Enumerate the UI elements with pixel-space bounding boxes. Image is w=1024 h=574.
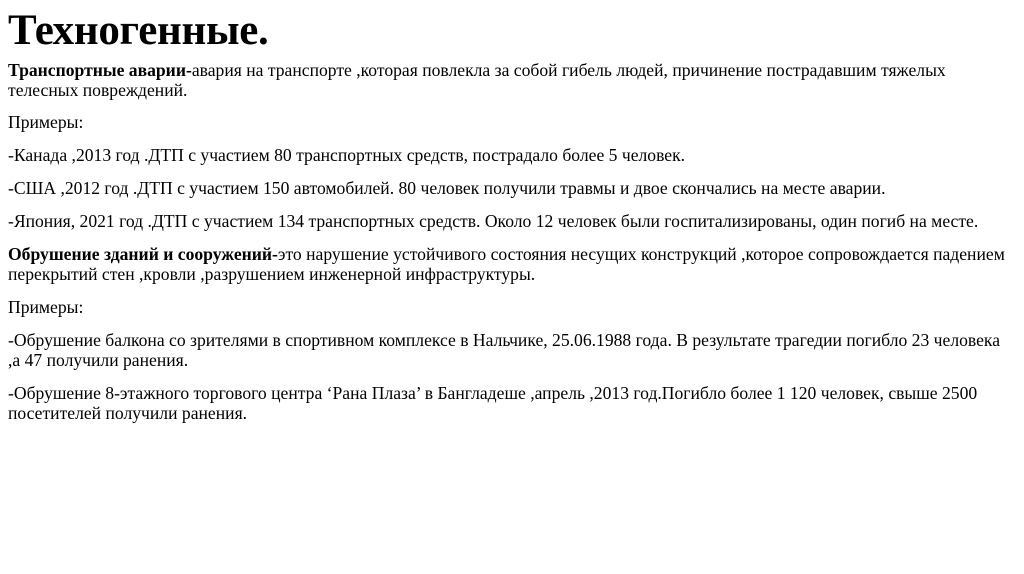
collapse-example-nalchik: -Обрушение балкона со зрителями в спортивном комплексе в Нальчике, 25.06.1988 года. В результате трагедии погибло 23 человека ,а 47 получили ранения. xyxy=(8,330,1000,370)
transport-example-canada: -Канада ,2013 год .ДТП с участием 80 транспортных средств, пострадало более 5 человек. xyxy=(8,145,686,165)
slide-title: Техногенные. xyxy=(8,7,269,54)
transport-example-japan: -Япония, 2021 год .ДТП с участием 134 транспортных средств. Около 12 человек были госпитализированы, один погиб на месте. xyxy=(8,211,979,231)
collapse-term: Обрушение зданий и сооружений- xyxy=(8,244,278,264)
transport-definition-text: авария на транспорте ,которая повлекла за собой гибель людей, причинение пострадавшим тяжелых телесных повреждений. xyxy=(8,60,946,100)
collapse-example-rana-plaza: -Обрушение 8-этажного торгового центра ‘Рана Плаза’ в Бангладеше ,апрель ,2013 год.Погибло более 1 120 человек, свыше 2500 посетителей получили ранения. xyxy=(8,383,978,423)
collapse-definition-text: это нарушение устойчивого состояния несущих конструкций ,которое сопровождается падением перекрытий стен ,кровли ,разрушением инженерной инфраструктуры. xyxy=(8,244,1005,284)
transport-definition xyxy=(8,60,1010,100)
transport-example-usa: -США ,2012 год .ДТП с участием 150 автомобилей. 80 человек получили травмы и двое скончались на месте аварии. xyxy=(8,178,886,198)
examples-label-collapse: Примеры: xyxy=(8,297,84,317)
collapse-definition xyxy=(8,244,1010,284)
examples-label-transport: Примеры: xyxy=(8,112,84,132)
transport-term: Транспортные аварии- xyxy=(8,60,192,80)
